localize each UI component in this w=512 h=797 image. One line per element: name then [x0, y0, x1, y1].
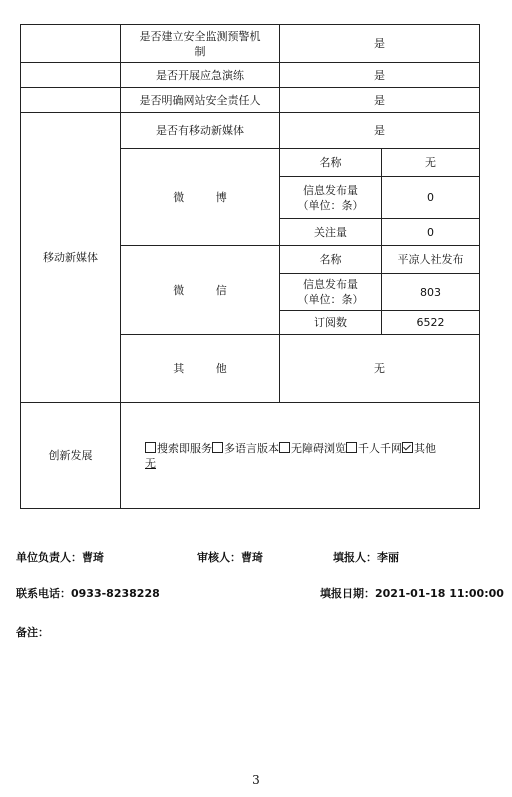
row-label: 是否明确网站安全责任人	[121, 88, 280, 113]
checkbox-icon[interactable]	[212, 442, 223, 453]
option-label: 其他	[414, 441, 436, 455]
option-search-as-service[interactable]	[145, 442, 212, 455]
wechat-sub-value: 6522	[382, 311, 480, 335]
mobile-section-label: 移动新媒体	[21, 113, 121, 403]
note-label: 备注：	[16, 626, 49, 639]
row-value: 是	[280, 88, 480, 113]
wechat-label: 微 信	[121, 246, 280, 335]
wechat-sub-label: 订阅数	[280, 311, 382, 335]
option-personalized[interactable]	[346, 442, 402, 455]
page-number: 3	[252, 773, 260, 787]
option-label: 无障碍浏览	[291, 441, 346, 455]
unit-head: 单位负责人：曹琦	[16, 551, 104, 564]
weibo-follow-value: 0	[382, 219, 480, 246]
blank-cell	[21, 88, 121, 113]
innovation-options	[121, 403, 480, 509]
fill-date: 填报日期：2021-01-18 11:00:00	[320, 587, 504, 600]
count-label-line1: 信息发布量	[303, 183, 358, 197]
blank-cell	[21, 63, 121, 88]
checkbox-icon[interactable]	[279, 442, 290, 453]
weibo-count-value: 0	[382, 177, 480, 219]
option-label: 多语言版本	[224, 441, 279, 455]
weibo-label: 微 博	[121, 149, 280, 246]
innovation-option-list	[145, 441, 473, 456]
has-mobile-value: 是	[280, 113, 480, 149]
table-row	[21, 88, 480, 113]
table-row	[21, 25, 480, 63]
count-label-line2: （单位：条）	[297, 293, 364, 306]
count-label-line2: （单位：条）	[297, 198, 364, 212]
row-value: 是	[280, 25, 480, 63]
table-row	[21, 403, 480, 509]
option-other[interactable]	[402, 442, 436, 455]
wechat-count-label	[280, 274, 382, 311]
checked-checkbox-icon[interactable]	[402, 442, 413, 453]
weibo-name-value: 无	[382, 149, 480, 177]
row-value: 是	[280, 63, 480, 88]
contact-phone: 联系电话：0933-8238228	[16, 587, 160, 600]
row-label: 是否开展应急演练	[121, 63, 280, 88]
option-label: 搜索即服务	[157, 441, 212, 455]
option-label: 千人千网	[358, 441, 402, 455]
count-label-line1: 信息发布量	[303, 278, 358, 291]
filler: 填报人：李丽	[333, 551, 399, 564]
row-label: 是否建立安全监测预警机制	[121, 25, 280, 63]
wechat-name-value: 平凉人社发布	[382, 246, 480, 274]
weibo-follow-label: 关注量	[280, 219, 382, 246]
option-accessibility[interactable]	[279, 442, 346, 455]
other-specify-value: 无	[145, 456, 156, 470]
wechat-name-label: 名称	[280, 246, 382, 274]
table-row	[21, 113, 480, 149]
checkbox-icon[interactable]	[346, 442, 357, 453]
reviewer: 审核人：曹琦	[197, 551, 263, 564]
wechat-count-value: 803	[382, 274, 480, 311]
weibo-count-label	[280, 177, 382, 219]
other-label: 其 他	[121, 335, 280, 403]
blank-cell	[21, 25, 121, 63]
table-row	[21, 63, 480, 88]
weibo-name-label: 名称	[280, 149, 382, 177]
innovation-label: 创新发展	[21, 403, 121, 509]
checkbox-icon[interactable]	[145, 442, 156, 453]
report-table	[20, 24, 480, 509]
option-multilingual[interactable]	[212, 442, 279, 455]
other-value: 无	[280, 335, 480, 403]
has-mobile-label: 是否有移动新媒体	[121, 113, 280, 149]
